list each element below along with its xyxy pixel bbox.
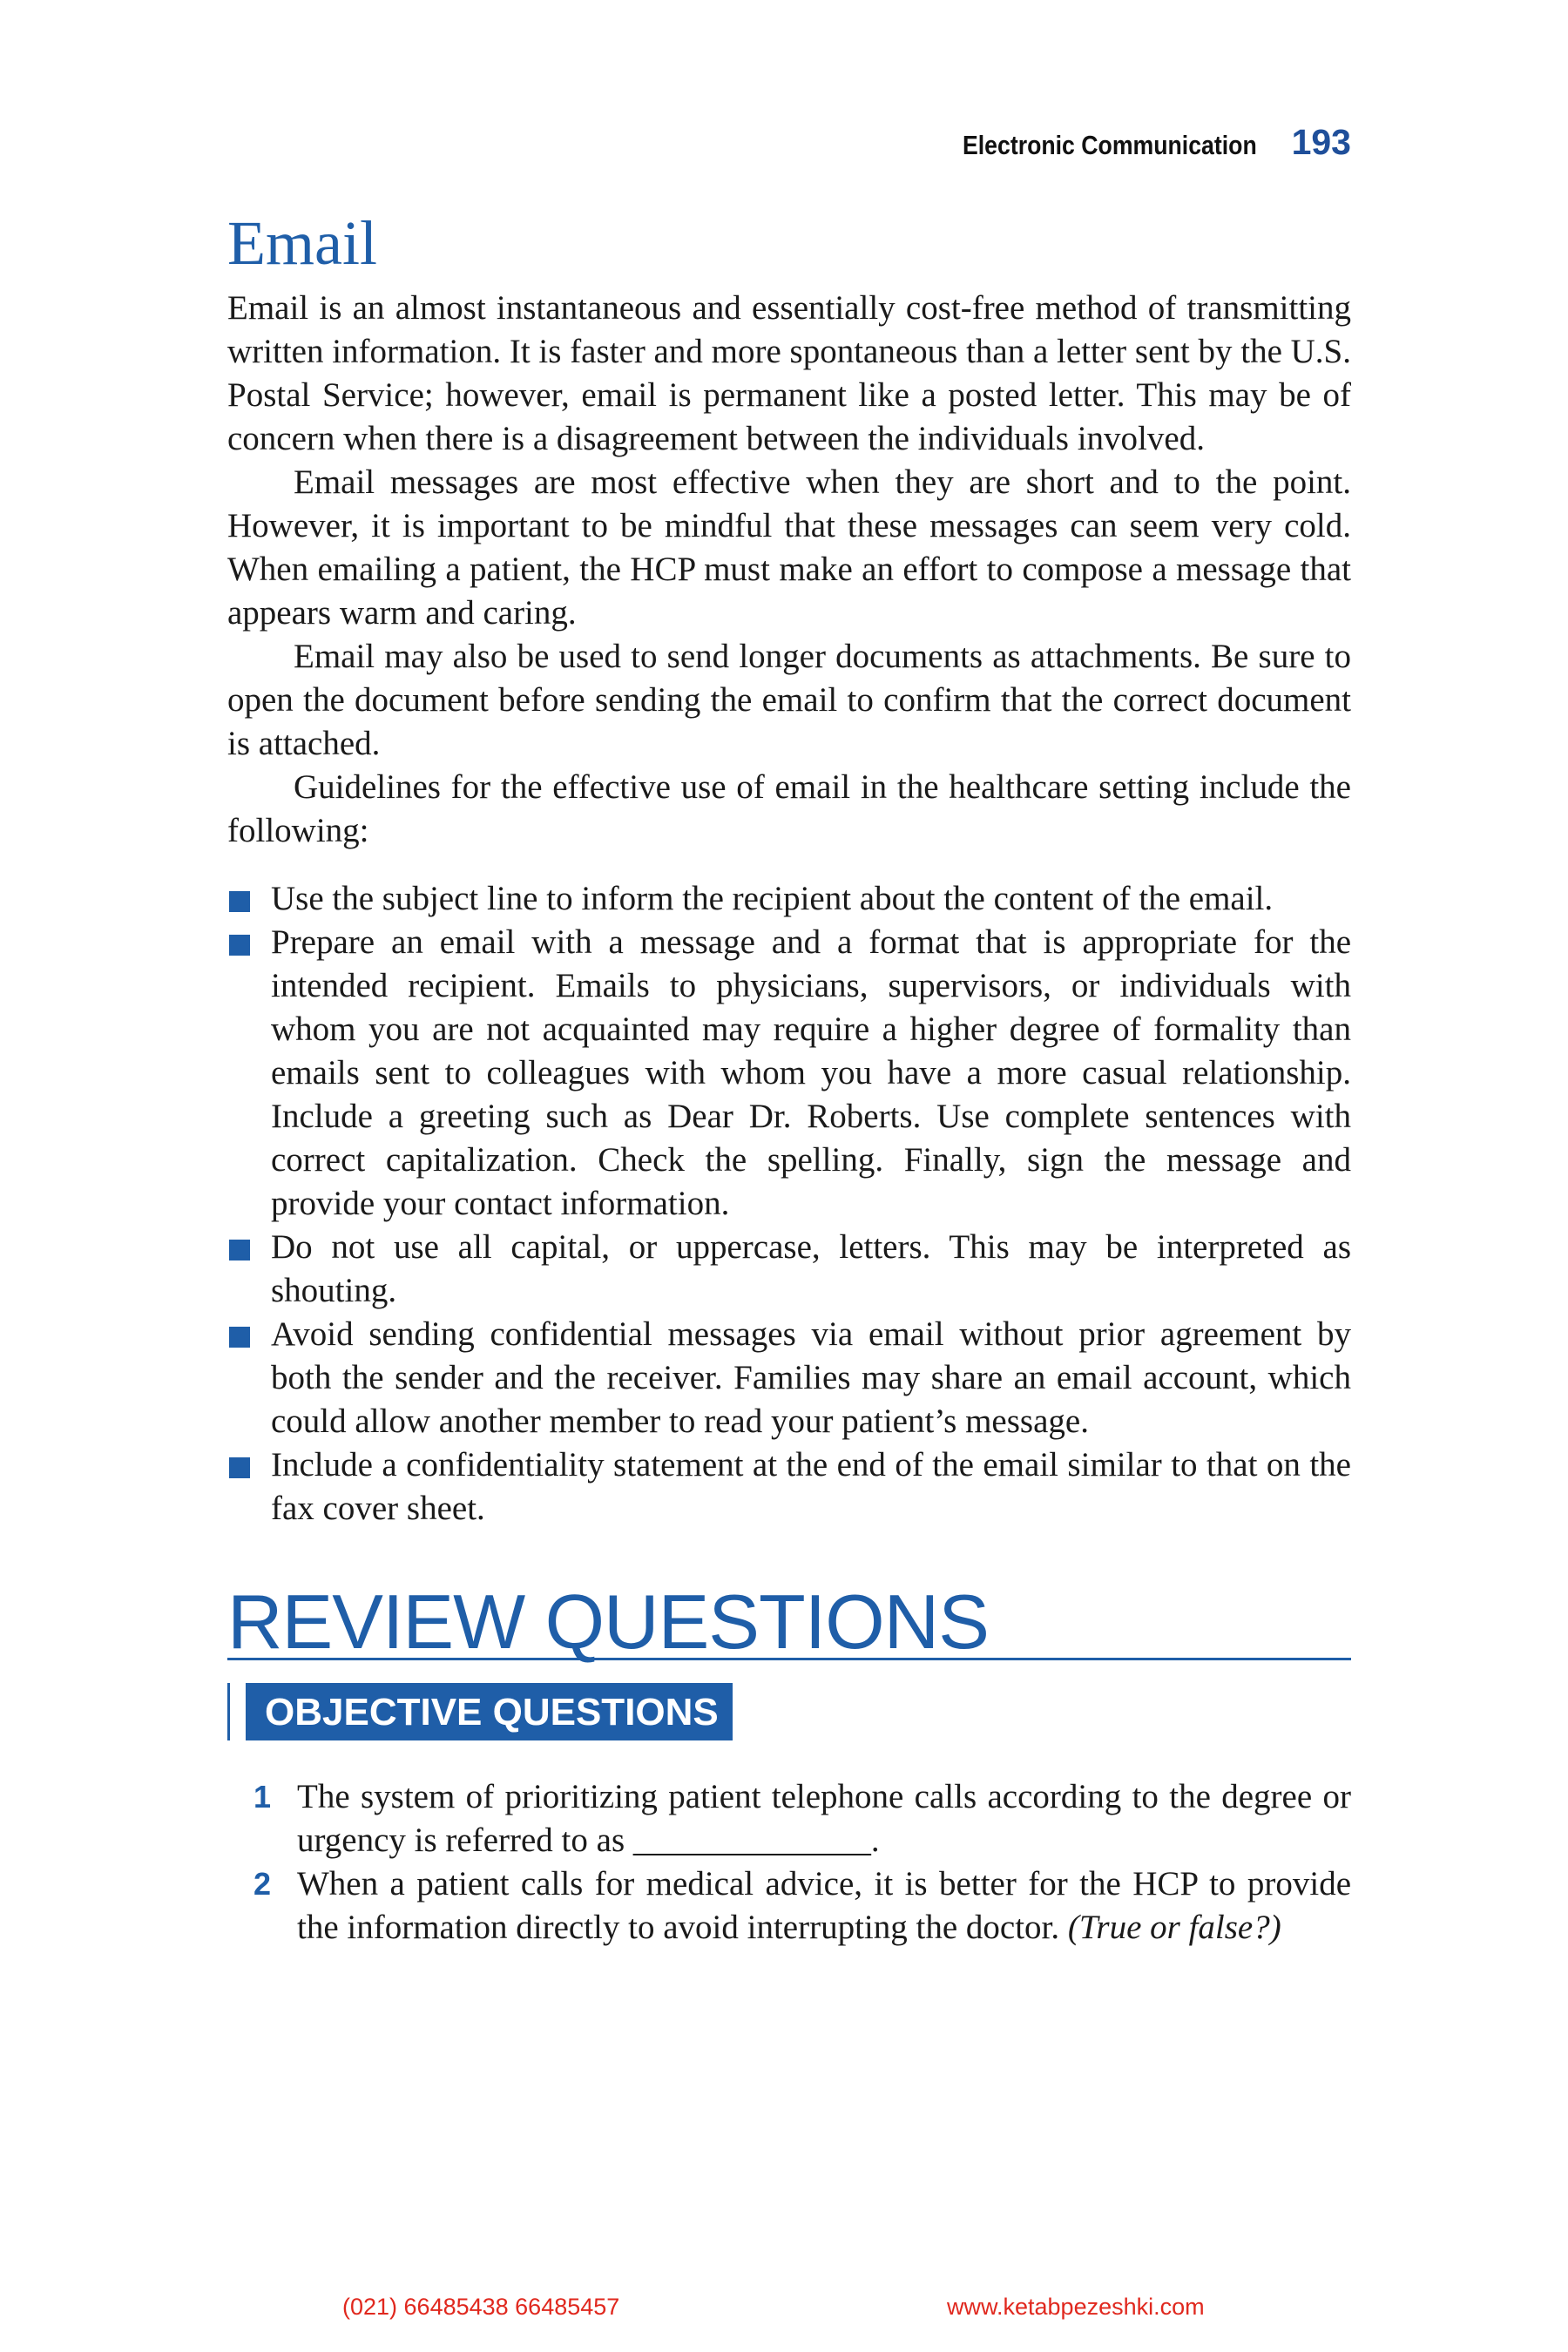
footer-website-link[interactable]: www.ketabpezeshki.com <box>947 2294 1205 2320</box>
bullet-square-icon <box>229 891 250 912</box>
running-header <box>227 122 1351 163</box>
list-item-text: Prepare an email with a message and a format that is appropriate for the intended recipient. Emails to physicians, supervisors, or individuals with whom you are not acquainted may require a higher degree of formality than emails sent to colleagues with whom you have a more casual relationship. Include a greeting such as Dear Dr. Roberts. Use complete sentences with correct capitalization. Check the spelling. Finally, sign the message and provide your contact information. <box>271 923 1351 1223</box>
list-item-text: Avoid sending confidential messages via email without prior agreement by both the sender and the receiver. Families may share an email account, which could allow another member to read your patient’s message. <box>271 1315 1351 1441</box>
list-item <box>227 1313 1351 1443</box>
list-item <box>227 877 1351 921</box>
review-title: REVIEW QUESTIONS <box>227 1578 989 1666</box>
question-number: 1 <box>253 1779 272 1815</box>
list-item-text: Do not use all capital, or uppercase, letters. This may be interpreted as shouting. <box>271 1228 1351 1310</box>
list-item <box>227 1226 1351 1313</box>
questions-list <box>227 1775 1351 1950</box>
page-number: 193 <box>1291 122 1351 162</box>
question-item <box>227 1775 1351 1862</box>
list-item-text: Include a confidentiality statement at the end of the email similar to that on the fax cover sheet. <box>271 1446 1351 1528</box>
bullet-square-icon <box>229 1327 250 1348</box>
question-text: When a patient calls for medical advice, it is better for the HCP to provide the information directly to avoid interrupting the doctor. <box>297 1865 1351 1947</box>
paragraph: Email is an almost instantaneous and essentially cost-free method of transmitting written information. It is faster and more spontaneous than a letter sent by the U.S. Postal Service; however, email is permanent like a posted letter. This may be of concern when there is a disagreement between the individuals involved. <box>227 289 1351 458</box>
question-text: The system of prioritizing patient telephone calls according to the degree or urgency is referred to as ______________. <box>297 1778 1351 1860</box>
paragraph: Email messages are most effective when they are short and to the point. However, it is important to be mindful that these messages can seem very cold. When emailing a patient, the HCP must make an effort to compose a message that appears warm and caring. <box>227 463 1351 632</box>
question-item <box>227 1862 1351 1950</box>
list-item <box>227 921 1351 1226</box>
section-title: Email <box>227 208 377 278</box>
paragraph: Email may also be used to send longer documents as attachments. Be sure to open the document before sending the email to confirm that the correct document is attached. <box>227 638 1351 763</box>
review-questions-heading <box>227 1578 1351 1666</box>
paragraph: Guidelines for the effective use of email in the healthcare setting include the following: <box>227 768 1351 850</box>
question-answer-hint: (True or false?) <box>1067 1909 1281 1947</box>
page-content <box>227 209 1351 1950</box>
bullet-square-icon <box>229 935 250 956</box>
objective-questions-banner <box>227 1683 1351 1740</box>
bullet-square-icon <box>229 1240 250 1260</box>
footer <box>0 2294 1568 2328</box>
list-item <box>227 1443 1351 1531</box>
footer-phone: (021) 66485438 66485457 <box>342 2294 620 2320</box>
list-item-text: Use the subject line to inform the recipient about the content of the email. <box>271 880 1274 918</box>
guidelines-list <box>227 877 1351 1531</box>
divider <box>227 1683 230 1740</box>
question-number: 2 <box>253 1866 272 1903</box>
bullet-square-icon <box>229 1457 250 1478</box>
running-title: Electronic Communication <box>962 130 1257 160</box>
objective-label: OBJECTIVE QUESTIONS <box>246 1683 733 1740</box>
